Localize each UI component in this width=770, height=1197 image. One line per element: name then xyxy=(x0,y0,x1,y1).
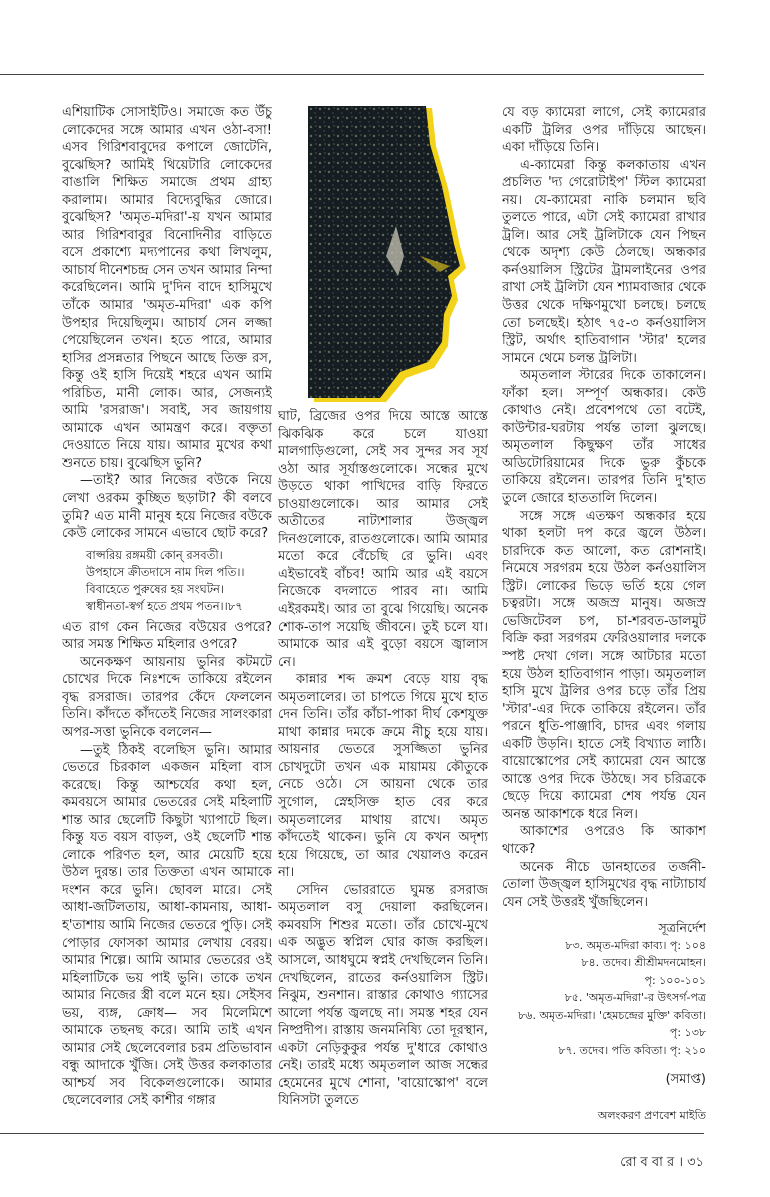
paragraph: যে বড় ক্যামেরা লাগে, সেই ক্যামেরার একটি ট্রলির ওপর দাঁড়িয়ে আছেন। একা দাঁড়িয়ে তিনি। xyxy=(502,105,706,156)
footnote: পৃ: ১০০-১০১ xyxy=(644,973,706,987)
footnote: পৃ: ১৩৮ xyxy=(669,1026,706,1040)
verse-line: উপহাসে ক্রীতদাসে নাম দিল পতি।। xyxy=(86,564,245,579)
illustration-credit: অলংকরণ প্রণবেশ মাইতি xyxy=(597,1108,706,1122)
paragraph: —তুই ঠিকই বলেছিস ভুনি। আমার ভেতরে চিরকাল একজন মহিলা বাস করেছে। কিন্তু আশ্চর্যের কথা হল, কমবয়সে আমার ভেতরের সেই মহিলাটি শান্ত আর ছেলেটি কিছুটা খ্যাপাটে ছিল। কিন্তু যত বয়স বাড়ল, ওই ছেলেটি শান্ত লোকে পরিণত হল, আর মেয়েটি হয়ে উঠল দুরন্ত। তার তিক্ততা এখন আমাকে দংশন করে ভুনি। ছোবল মারে। সেই আধা-জটিলতায়, আধা-কামনায়, আধা-হ'তাশায় আমি নিজের ভেতরে পুড়ি। সেই পোড়ার ফোসকা আমার লেখায় বেরয়। আমার শিল্পে। আমি আমার ভেতরের ওই মহিলাটিকে ভয় পাই ভুনি। তাকে তখন আমার নিজের স্ত্রী বলে মনে হয়। সেইসব ভয়, ব্যঙ্গ, ক্রোধ— সব মিলেমিশে আমাকে তছনছ করে। আমি তাই এখন আমার সেই ছেলেবেলার চরম প্রতিভাবান বন্ধু আদাকে খুঁজি। সেই উত্তর কলকাতার আশ্চর্য সব বিকেলগুলোকে। আমার ছেলেবেলার সেই কাশীর গঙ্গার xyxy=(62,742,272,1109)
footnote: ৮৬. অমৃত-মদিরা। 'হেমচন্দ্রের মুক্তি' কবিতা। xyxy=(518,1008,706,1022)
verse-line: স্বাধীনতা-স্বর্গ হতে প্রথম পতন।।৮৭ xyxy=(86,598,243,613)
paragraph: সেদিন ভোররাতে ঘুমন্ত রসরাজ অমৃতলাল বসু দেয়ালা করছিলেন। কমবয়সি শিশুর মতো। তাঁর চোখে-মুখে এক অদ্ভুত স্বপ্নিল ঘোর কাজ করছিল। আসলে, আধঘুমে স্বপ্নই দেখছিলেন তিনি। দেখছিলেন, রাতের কর্নওয়ালিস স্ট্রিট। নিঝুম, শুনশান। রাস্তার কোথাও গ্যাসের আলো পর্যন্ত জ্বলছে না। সমস্ত শহর যেন নিষ্প্রদীপ। রাস্তায় জনমনিষ্যি তো দূরস্থান, একটা নেড়িকুকুর পর্যন্ত দু'ধারে কোথাও নেই। তারই মধ্যে অমৃতলাল আজ সন্ধের হেমেনের মুখে শোনা, 'বায়োস্কোপ' বলে যিনিসটা তুলতে xyxy=(278,882,488,1109)
paragraph: এত রাগ কেন নিজের বউয়ের ওপরে? আর সমস্ত শিক্ষিত মহিলার ওপরে? xyxy=(62,619,272,653)
paragraph: এশিয়াটিক সোসাইটিও। সমাজে কত উঁচু লোকেদের সঙ্গে আমার এখন ওঠা-বসা! এসব গিরিশবাবুদের কপালে জোটেনি, বুঝেছিস? আমিই থিয়েটারি লোকেদের বাঙালি শিক্ষিত সমাজে প্রথম গ্রাহ্য করালাম। আমার বিদ্যেবুদ্ধির জোরে। বুঝেছিস? 'অমৃত-মদিরা'-য় যখন আমার আর গিরিশবাবুর বিনোদিনীর বাড়িতে বসে প্রকাশ্যে মদ্যপানের কথা লিখলুম, আচার্য দীনেশচন্দ্র সেন তখন আমার নিন্দা করেছিলেন। আমি দু'দিন বাদে হাসিমুখে তাঁকে আমার 'অমৃত-মদিরা' এক কপি উপহার দিয়েছিলুম। আচার্য সেন লজ্জা পেয়েছিলেন তখন। হতে পারে, আমার হাসির প্রসন্নতার পিছনে আছে তিক্ত রস, কিন্তু ওই হাসি দিয়েই শহরে এখন আমি পরিচিত, মানী লোক। আর, সেজন্যই আমি 'রসরাজ'। সবাই, সব জায়গায় আমাকে এখন আমন্ত্রণ করে। বক্তৃতা দেওয়াতে নিয়ে যায়। আমার মুখের কথা শুনতে চায়। বুঝেছিস ভুনি? xyxy=(62,105,272,471)
page-folio: রো ব বা র । ৩১ xyxy=(620,1155,704,1170)
column-1 xyxy=(62,104,272,1124)
top-rule xyxy=(0,74,704,75)
end-mark: (সমাপ্ত) xyxy=(665,1072,706,1088)
paragraph: আকাশের ওপরেও কি আকাশ থাকে? xyxy=(502,824,706,857)
paragraph: অনেক নীচে ডানহাতের তর্জনী-তোলা উজ্জ্বল হাসিমুখের বৃদ্ধ নাট্যাচার্য যেন সেই উত্তরই খুঁজছিলেন। xyxy=(502,859,706,910)
references-heading: সূত্রনির্দেশ xyxy=(658,920,706,936)
paragraph: —তাই? আর নিজের বউকে নিয়ে লেখা ওরকম কুচ্ছিত ছড়াটা? কী বলবে তুমি? এত মানী মানুষ হয়ে নিজের বউকে কেউ লোকের সামনে এভাবে ছোট করে? xyxy=(62,473,272,542)
verse-block xyxy=(86,547,272,615)
paragraph: এ-ক্যামেরা কিন্তু কলকাতায় এখন প্রচলিত 'দ্য গেরোটাইপ' স্টিল ক্যামেরা নয়। যে-ক্যামেরা নাকি চলমান ছবি তুলতে পারে, এটা সেই ক্যামেরা রাখার ট্রলি। আর সেই ট্রলিটাকে যেন পিছন থেকে অদৃশ্য কেউ ঠেলছে। অন্ধকার কর্নওয়ালিস স্ট্রিটের ট্রামলাইনের ওপর রাখা সেই ট্রলিটা যেন শ্যামবাজার থেকে উত্তর থেকে দক্ষিণমুখো চলছে। চলছে তো চলছেই। হঠাৎ ৭৫-৩ কর্নওয়ালিস স্ট্রিট, অর্থাৎ হাতিবাগান 'স্টার' হলের সামনে থেমে চলন্ত ট্রলিটা। xyxy=(502,157,706,366)
profile-illustration xyxy=(300,106,468,406)
paragraph: অনেকক্ষণ আয়নায় ভুনির কটমটে চোখের দিকে নিঃশব্দে তাকিয়ে রইলেন বৃদ্ধ রসরাজ। তারপর কেঁদে ফেললেন তিনি। কাঁদতে কাঁদতেই নিজের সালংকারা অপর-সত্তা ভুনিকে বললেন— xyxy=(62,654,272,740)
footnote: ৮৫. 'অমৃত-মদিরা'-র উৎসর্গ-পত্র xyxy=(564,991,706,1005)
footnote: ৮৭. তদেব। পতি কবিতা। পৃ: ২১০ xyxy=(558,1043,706,1057)
paragraph: অমৃতলাল স্টারের দিকে তাকালেন। ফাঁকা হল। সম্পূর্ণ অন্ধকার। কেউ কোথাও নেই। প্রবেশপথে তো বটেই, কাউন্টার-ঘরটায় পর্যন্ত তালা ঝুলছে। অমৃতলাল কিছুক্ষণ তাঁর সাধের অডিটোরিয়ামের দিকে ভুরু কুঁচকে তাকিয়ে রইলেন। তারপর তিনি দু'হাত তুলে জোরে হাততালি দিলেন। xyxy=(502,368,706,507)
column-3 xyxy=(502,104,706,1124)
paragraph: ঘাট, ব্রিজের ওপর দিয়ে আস্তে আস্তে ঝিকঝিক করে চলে যাওয়া মালগাড়িগুলো, সেই সব সুন্দর সব সূর্য ওঠা আর সূর্যাস্তগুলোকে। সন্ধের মুখে উড়তে থাকা পাখিদের বাড়ি ফিরতে চাওয়াগুলোকে। আর আমার সেই অতীতের নাট্যশালার উজ্জ্বল দিনগুলোকে, রাতগুলোকে। আমি আমার মতো করে বেঁচেছি রে ভুনি। এবং এইভাবেই বাঁচব! আমি আর এই বয়সে নিজেকে বদলাতে পারব না। আমি এইরকমই। আর তা বুঝে গিয়েছি। অনেক শোক-তাপ সয়েছি জীবনে। তুই চলে যা। আমাকে আর এই বুড়ো বয়সে জ্বালাস নে। xyxy=(278,409,488,670)
column-2 xyxy=(278,408,488,1124)
footnote: ৮৩. অমৃত-মদিরা কাব্য। পৃ: ১০৪ xyxy=(565,938,706,952)
verse-line: বাপ্সরিয় রঙ্গময়ী কোন্ রসবতী। xyxy=(86,547,223,562)
paragraph: সঙ্গে সঙ্গে এতক্ষণ অন্ধকার হয়ে থাকা হলটা দপ করে জ্বলে উঠল। চারদিকে কত আলো, কত রোশনাই। নিমেষে সরগরম হয়ে উঠল কর্নওয়ালিস স্ট্রিট। লোকের ভিড়ে ভর্তি হয়ে গেল চত্বরটা। সঙ্গে অজস্র মানুষ। অজস্র ভেজিটেবল চপ, চা-শরবত-ডালমুট বিক্রি করা সরগরম ফেরিওয়ালার দলকে স্পষ্ট দেখা গেল। সঙ্গে আটচার মতো হয়ে উঠল হাতিবাগান পাড়া। অমৃতলাল হাসি মুখে ট্রলির ওপর চড়ে তাঁর প্রিয় 'স্টার'-এর দিকে তাকিয়ে রইলেন। তাঁর পরনে ধুতি-পাঞ্জাবি, চাদর এবং গলায় একটি উড়নি। হাতে সেই বিখ্যাত লাঠি। বায়োস্কোপের সেই ক্যামেরা যেন আস্তে আস্তে ওপর দিকে উঠছে। সব চরিত্রকে ছেড়ে দিয়ে ক্যামেরা শেষ পর্যন্ত যেন অনন্ত আকাশকে ধরে নিল। xyxy=(502,508,706,822)
verse-line: বিবাহেতে পুরুষের হয় সংঘটন। xyxy=(86,581,224,596)
bottom-rule xyxy=(0,1133,704,1134)
paragraph: কান্নার শব্দ ক্রমশ বেড়ে যায় বৃদ্ধ অমৃতলালের। তা চাপতে গিয়ে মুখে হাত দেন তিনি। তাঁর কাঁচা-পাকা দীর্ঘ কেশযুক্ত মাথা কান্নার দমকে ক্রমে নীচু হয়ে যায়। আয়নার ভেতরে সুসজ্জিতা ভুনির চোখদুটো তখন এক মায়াময় কৌতুকে নেচে ওঠে। সে আয়না থেকে তার সুগোল, স্নেহসিক্ত হাত বের করে অমৃতলালের মাথায় রাখে। অমৃত কাঁদতেই থাকেন। ভুনি যে কখন অদৃশ্য হয়ে গিয়েছে, তা আর খেয়ালও করেন না। xyxy=(278,672,488,881)
footnote: ৮৪. তদেব। শ্রীশ্রীমদনমোহন। xyxy=(581,956,706,970)
